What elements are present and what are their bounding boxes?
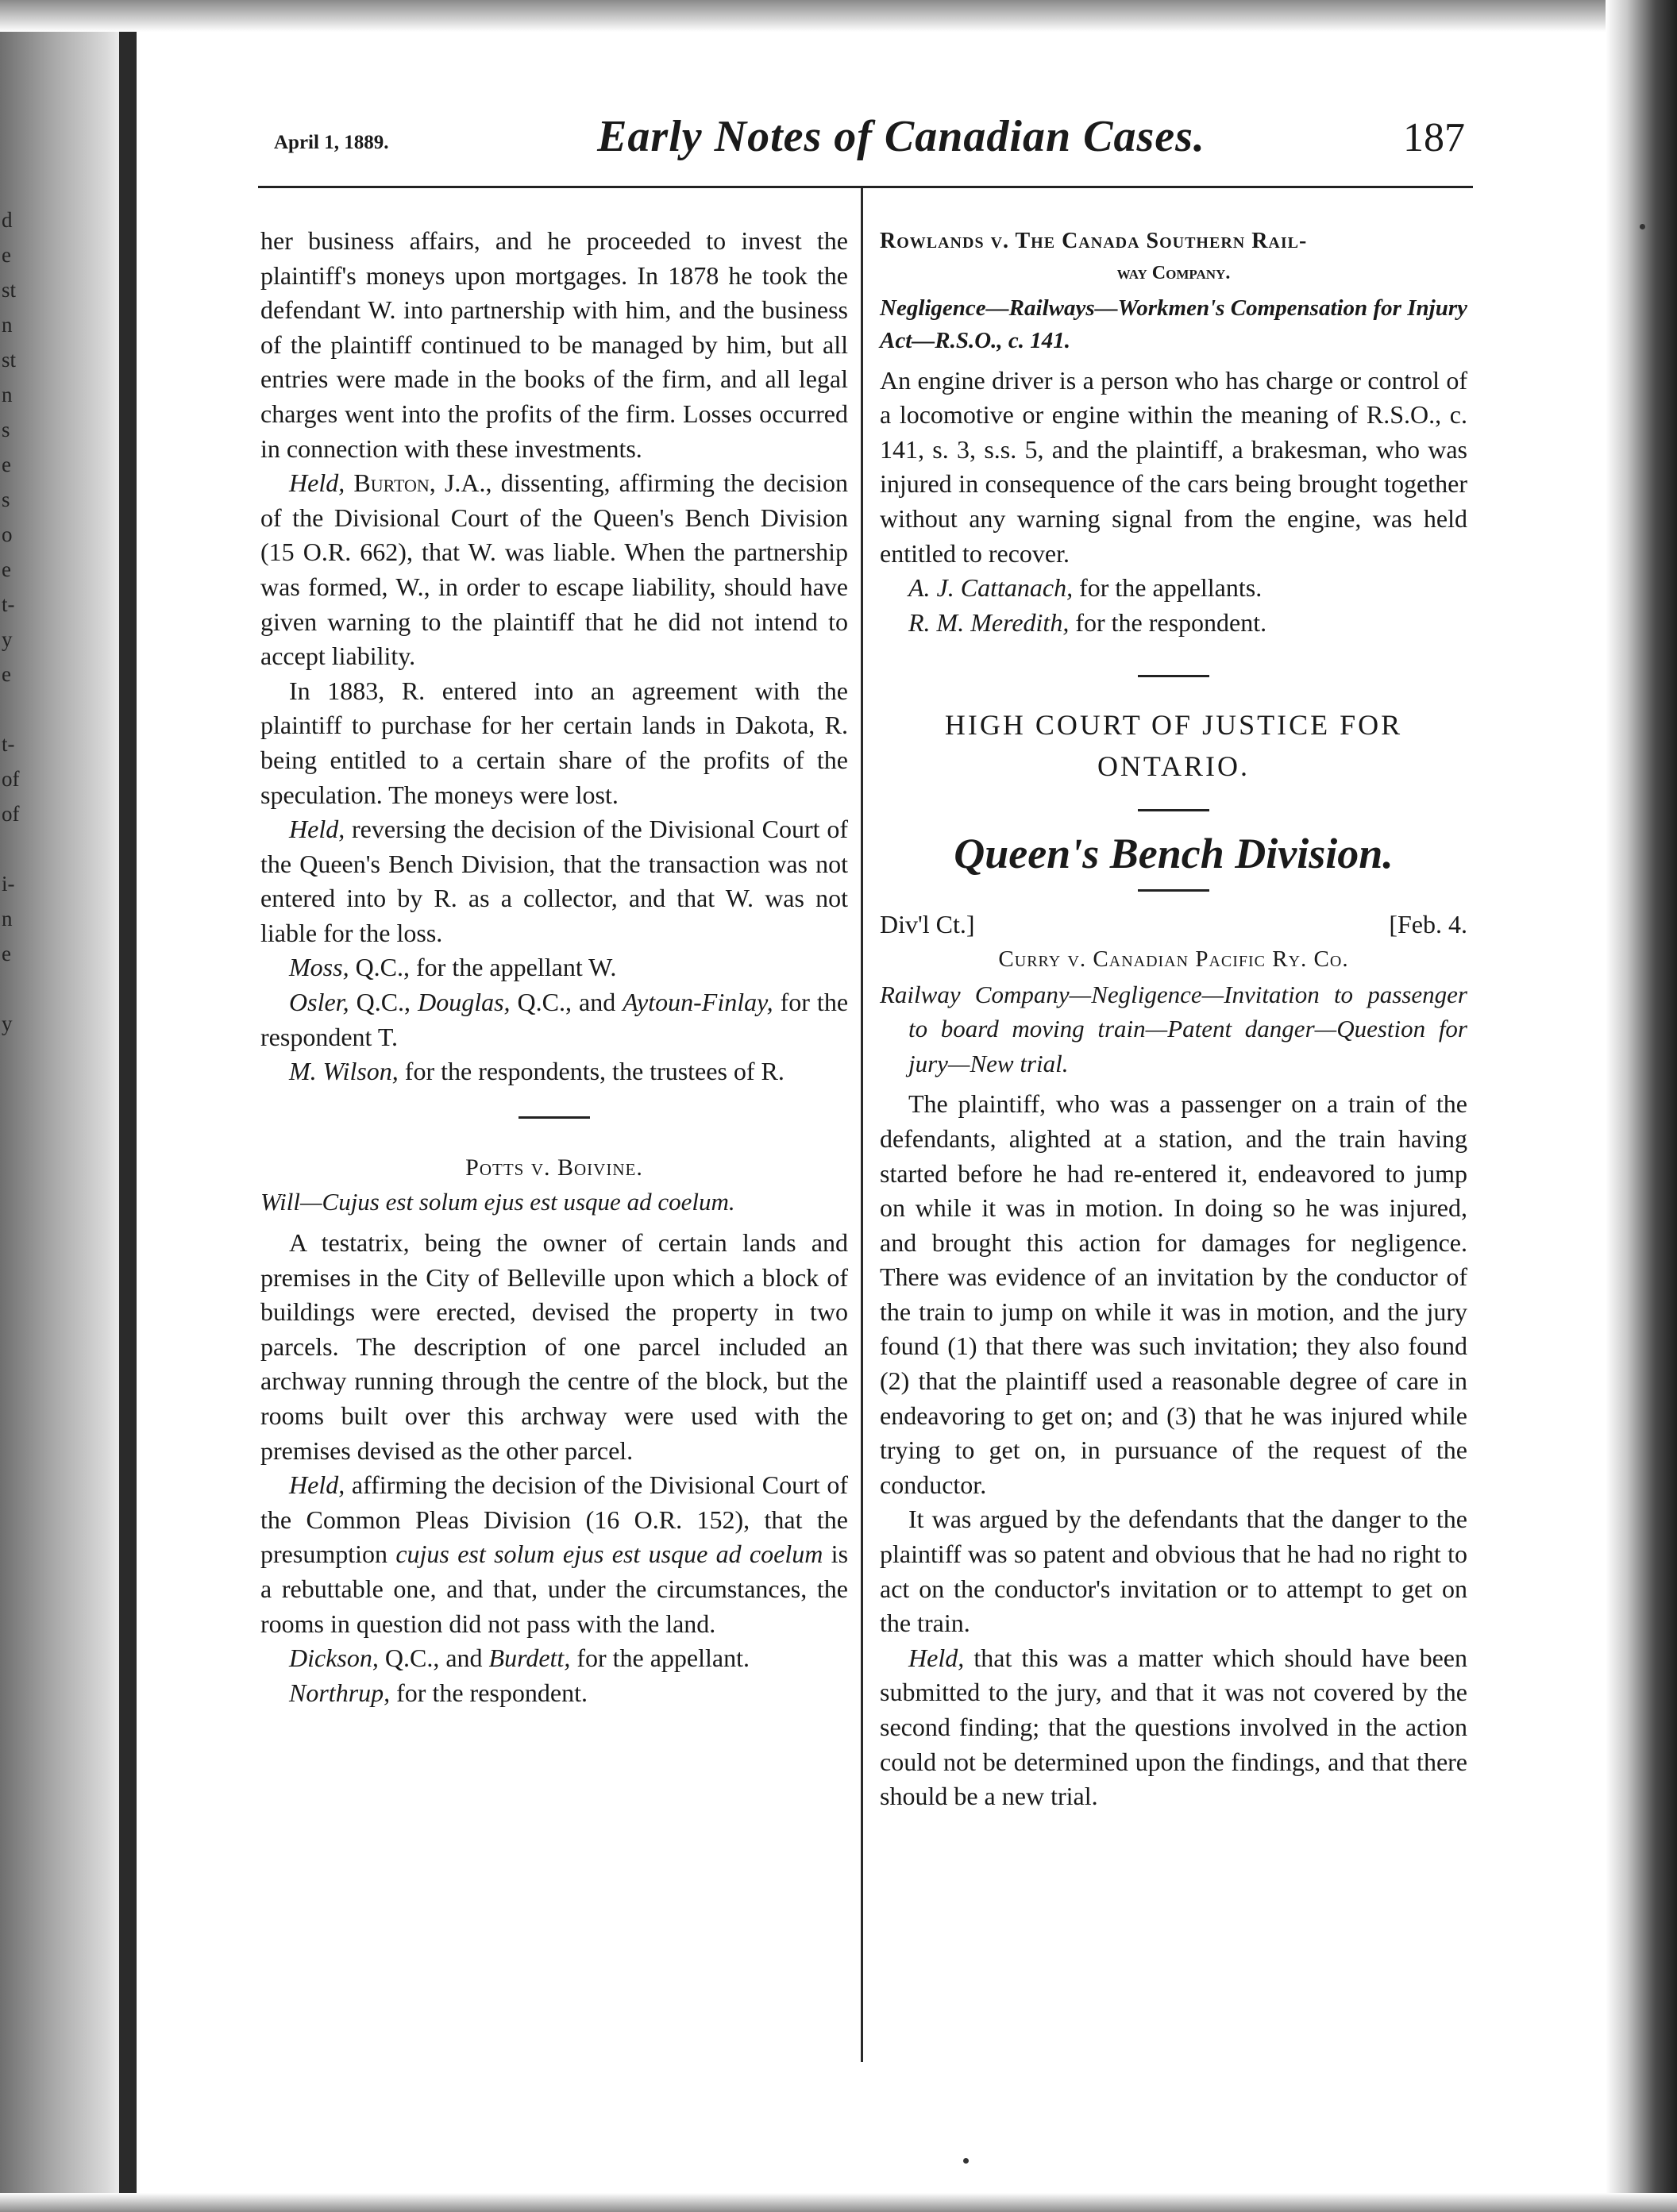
print-speck: [1640, 224, 1645, 229]
counsel-role: for the respondents, the trustees of R.: [398, 1057, 785, 1086]
counsel-text: Q.C., and: [510, 988, 623, 1017]
print-speck: [963, 2158, 969, 2164]
margin-fragment: st: [2, 278, 17, 302]
division-title: Queen's Bench Division.: [954, 830, 1394, 878]
margin-fragment: e: [2, 942, 11, 965]
counsel-line: [260, 1054, 848, 1089]
margin-fragment: n: [2, 907, 13, 931]
paragraph: her business affairs, and he proceeded to invest the plaintiff's moneys upon mortgages. In 1878 he took the defendant W. into partnership with him, and the business of the plaintiff continued to be managed by him, but all entries were made in the books of the firm, and all legal charges went into the profits of the firm. Losses occurred in connection with these investments.: [260, 226, 848, 463]
counsel-name: M. Wilson,: [289, 1057, 399, 1086]
margin-fragment: of: [2, 802, 20, 826]
section-rule: [1138, 675, 1209, 677]
margin-fragment: n: [2, 383, 13, 407]
margin-fragment: t-: [2, 732, 15, 756]
case-headnote: Will—Cujus est solum ejus est usque ad coelum.: [260, 1188, 735, 1216]
margin-fragment: s: [2, 418, 10, 441]
case-title-line: way Company.: [1116, 262, 1231, 283]
paragraph: A testatrix, being the owner of certain lands and premises in the City of Belleville upon which a block of buildings were erected, devised the property in two parcels. The description of one parcel included an archway running through the centre of the block, but the rooms built over this archway were used with the premises devised as the other parcel.: [260, 1228, 848, 1465]
margin-fragment: e: [2, 243, 11, 267]
margin-fragment: e: [2, 557, 11, 581]
counsel-name: Burdett,: [488, 1644, 571, 1673]
counsel-name: Northrup,: [289, 1678, 391, 1707]
scan-right-edge: [1606, 0, 1677, 2212]
counsel-text: Q.C.,: [349, 988, 418, 1017]
counsel-name: Dickson,: [289, 1644, 379, 1673]
margin-fragment: n: [2, 313, 13, 337]
court-label: Div'l Ct.]: [880, 910, 975, 939]
margin-fragment: s: [2, 487, 10, 511]
counsel-role: Q.C., for the appellant W.: [349, 953, 617, 982]
issue-date: April 1, 1889.: [274, 132, 389, 153]
counsel-line: [880, 606, 1467, 641]
section-rule: [1138, 889, 1209, 892]
latin-maxim: cujus est solum ejus est usque ad coelum: [395, 1540, 823, 1569]
held-paragraph: [260, 1468, 848, 1641]
margin-fragment: o: [2, 522, 13, 546]
section-rule: [1138, 809, 1209, 811]
held-paragraph: [880, 1641, 1467, 1814]
held-text: is a rebuttable one, and that, under the circumstances, the rooms in question did not pass with the land.: [260, 1540, 849, 1638]
margin-fragment: i-: [2, 872, 15, 896]
counsel-role: for the respondent T.: [260, 988, 849, 1051]
judge-name: Burton,: [353, 468, 436, 498]
counsel-name: A. J. Cattanach,: [908, 573, 1074, 603]
counsel-role: for the respondent.: [390, 1678, 588, 1707]
counsel-line: [880, 571, 1467, 606]
decision-date: [Feb. 4.: [1389, 910, 1467, 939]
case-headnote: Negligence—Railways—Workmen's Compensation for Injury Act—R.S.O., c. 141.: [880, 295, 1467, 353]
section-rule: [519, 1116, 590, 1119]
journal-title: Early Notes of Canadian Cases.: [597, 112, 1205, 161]
right-column: [880, 224, 1467, 1814]
held-text: that this was a matter which should have been submitted to the jury, and that it was not covered by the second finding; that the questions involved in the action could not be determined upon the findings, and that there should be a new trial.: [880, 1643, 1467, 1811]
margin-fragment: d: [2, 208, 13, 232]
court-title: HIGH COURT OF JUSTICE FOR: [944, 709, 1403, 742]
case-headnote: Railway Company—Negligence—Invitation to passenger to board moving train—Patent danger—Question for jury—New trial.: [880, 980, 1467, 1077]
margin-fragment: y: [2, 1012, 13, 1035]
held-label: Held,: [908, 1643, 965, 1672]
counsel-text: Q.C., and: [378, 1644, 489, 1673]
paragraph: It was argued by the defendants that the danger to the plaintiff was so patent and obvious that he had no right to act on the conductor's invitation or to attempt to get on the train.: [880, 1505, 1467, 1638]
held-label: Held,: [289, 815, 345, 844]
margin-fragment: [2, 831, 19, 866]
margin-fragment: [2, 692, 19, 726]
margin-fragment: t-: [2, 592, 15, 616]
held-text: J.A., dissenting, affirming the decision of the Divisional Court of the Queen's Bench Division (15 O.R. 662), that W. was liable. When the partnership was formed, W., in order to escape liability, should have given warning to the plaintiff that he did not intend to accept liability.: [260, 468, 849, 671]
left-column: [260, 224, 848, 1710]
paragraph: In 1883, R. entered into an agreement with the plaintiff to purchase for her certain lands in Dakota, R. being entitled to a certain share of the profits of the speculation. The moneys were lost.: [260, 676, 848, 809]
page-number: 187: [1403, 115, 1465, 160]
counsel-role: for the appellants.: [1073, 573, 1263, 603]
counsel-line: [260, 1676, 848, 1711]
court-and-date: [880, 908, 1467, 942]
court-title: ONTARIO.: [1097, 750, 1251, 783]
header-rule: [258, 186, 1473, 188]
held-label: Held,: [289, 1470, 345, 1500]
counsel-name: Aytoun-Finlay,: [623, 988, 773, 1017]
held-text: reversing the decision of the Divisional Court of the Queen's Bench Division, that the transaction was not entered into by R. as a collector, and that W. was not liable for the loss.: [260, 815, 848, 947]
scan-left-edge: [0, 0, 133, 2212]
margin-fragment: of: [2, 767, 20, 791]
scan-gutter-shadow: [119, 0, 137, 2212]
running-head: [274, 111, 1473, 175]
counsel-line: [260, 985, 848, 1054]
margin-fragment: e: [2, 662, 11, 686]
counsel-line: [260, 950, 848, 985]
counsel-name: Moss,: [289, 953, 349, 982]
facing-page-fragments: [2, 202, 19, 1041]
margin-fragment: [2, 971, 19, 1006]
counsel-line: [260, 1641, 848, 1676]
held-text: affirming the decision of the Divisional Court of the Common Pleas Division (16 O.R. 152), that the presumption: [260, 1470, 848, 1569]
counsel-role: for the respondent.: [1069, 607, 1267, 637]
margin-fragment: e: [2, 453, 11, 476]
counsel-name: Douglas,: [418, 988, 511, 1017]
scan-top-edge: [0, 0, 1677, 32]
scan-bottom-edge: [0, 2193, 1677, 2212]
paragraph: An engine driver is a person who has charge or control of a locomotive or engine within the meaning of R.S.O., c. 141, s. 3, s.s. 5, and the plaintiff, a brakesman, who was injured in consequence of the cars being brought together without any warning signal from the engine, was held entitled to recover.: [880, 365, 1467, 568]
held-label: Held,: [289, 468, 345, 498]
counsel-name: R. M. Meredith,: [908, 607, 1070, 637]
counsel-role: for the appellant.: [570, 1644, 750, 1673]
margin-fragment: st: [2, 348, 17, 372]
held-paragraph: [260, 466, 848, 674]
case-title: Potts v. Boivine.: [465, 1154, 643, 1181]
case-title: Curry v. Canadian Pacific Ry. Co.: [998, 946, 1349, 972]
column-divider: [861, 188, 863, 2062]
held-paragraph: [260, 812, 848, 950]
margin-fragment: y: [2, 627, 13, 651]
counsel-name: Osler,: [289, 988, 349, 1017]
paragraph: The plaintiff, who was a passenger on a train of the defendants, alighted at a station, and the train having started before he had re-entered it, endeavored to jump on while it was in motion. In doing so he was injured, and brought this action for damages for negligence. There was evidence of an invitation by the conductor of the train to jump on while it was in motion, and the jury found (1) that there was such invitation; they also found (2) that the plaintiff used a reasonable degree of care in endeavoring to get on; and (3) that he was injured while trying to get on, in pursuance of the request of the conductor.: [880, 1089, 1467, 1499]
case-title-line: Rowlands v. The Canada Southern Rail-: [880, 229, 1308, 253]
